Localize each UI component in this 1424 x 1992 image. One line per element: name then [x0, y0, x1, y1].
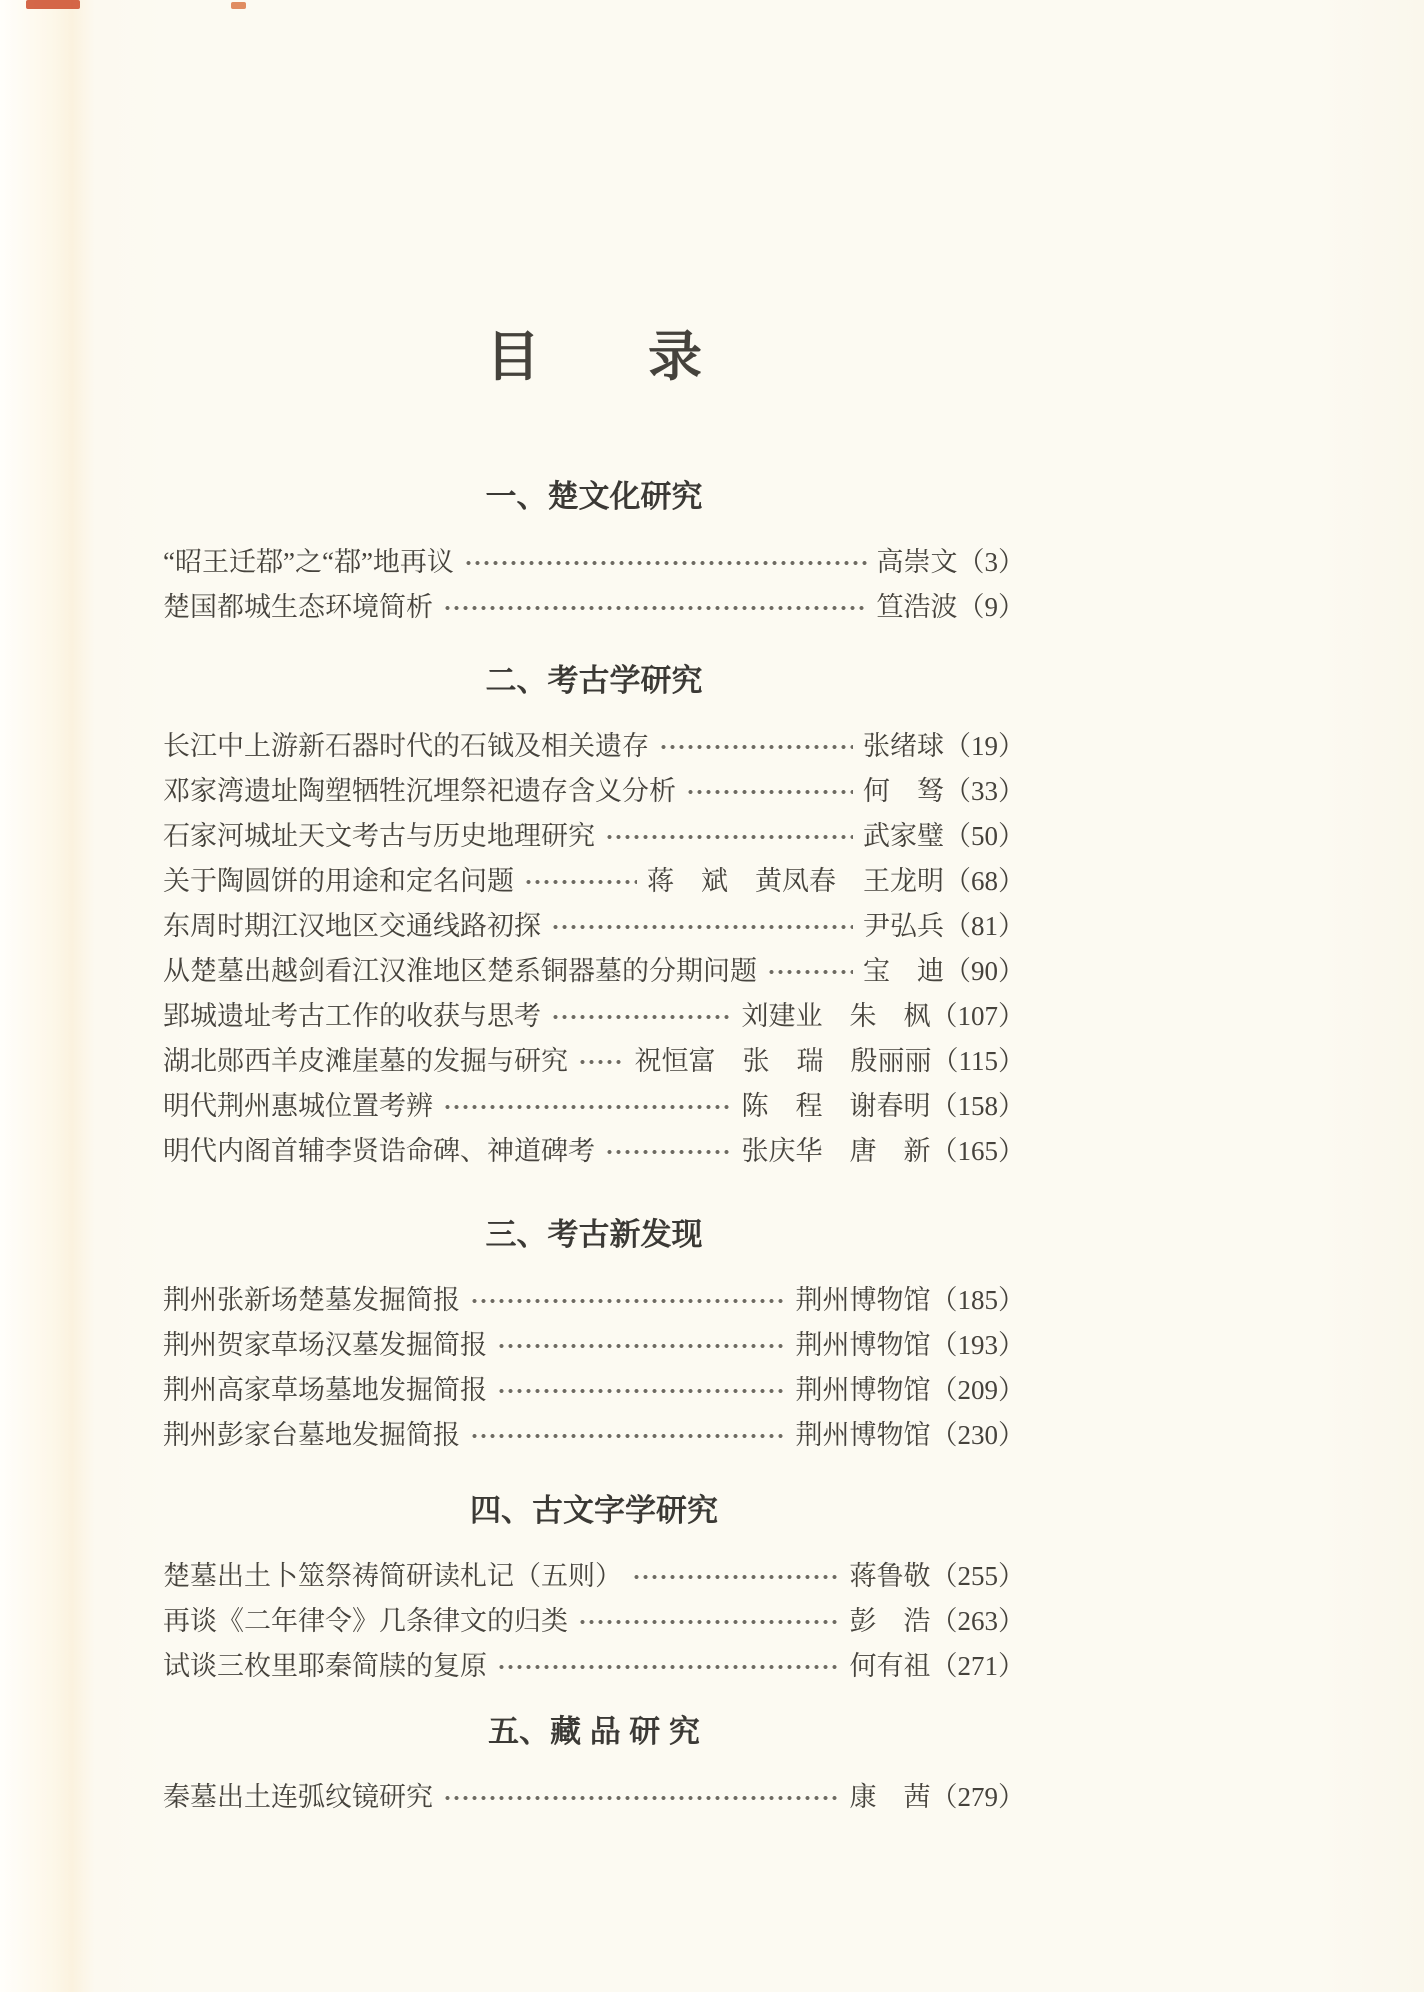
dot-leader	[441, 585, 867, 630]
entry-title: 邓家湾遗址陶塑牺牲沉埋祭祀遗存含义分析	[163, 776, 676, 806]
toc-row	[163, 769, 1025, 814]
toc-content	[163, 0, 1025, 1820]
toc-row	[163, 1039, 1025, 1084]
dot-leader	[576, 1039, 625, 1084]
entry-title: 荆州高家草场墓地发掘简报	[163, 1375, 487, 1405]
entry-credit: 陈 程 谢春明（158）	[741, 1091, 1025, 1121]
page-title: 目 录	[486, 327, 702, 387]
dot-leader	[549, 904, 853, 949]
toc-row	[163, 1129, 1025, 1174]
section-heading-5: 五、藏 品 研 究	[488, 1714, 700, 1749]
toc-row	[163, 1278, 1025, 1323]
entry-title: 明代荆州惠城位置考辨	[163, 1091, 433, 1121]
toc-row	[163, 859, 1025, 904]
entry-credit: 张绪球（19）	[863, 731, 1025, 761]
toc-row	[163, 1368, 1025, 1413]
entry-title: 荆州贺家草场汉墓发掘简报	[163, 1330, 487, 1360]
red-scan-mark	[26, 0, 80, 9]
toc-row	[163, 994, 1025, 1039]
entry-title: 楚国都城生态环境简析	[163, 592, 433, 622]
entry-credit: 荆州博物馆（230）	[795, 1420, 1025, 1450]
dot-leader	[765, 949, 853, 994]
dot-leader	[441, 1775, 840, 1820]
section-heading-1: 一、楚文化研究	[485, 479, 703, 514]
entry-title: 试谈三枚里耶秦简牍的复原	[163, 1651, 487, 1681]
toc-row	[163, 540, 1025, 585]
entry-title: 郢城遗址考古工作的收获与思考	[163, 1001, 541, 1031]
toc-row	[163, 1554, 1025, 1599]
entry-title: 东周时期江汉地区交通线路初探	[163, 911, 541, 941]
entry-credit: 荆州博物馆（193）	[795, 1330, 1025, 1360]
entry-credit: 笪浩波（9）	[876, 592, 1025, 622]
toc-row	[163, 1599, 1025, 1644]
entry-credit: 蒋 斌 黄凤春 王龙明（68）	[647, 866, 1025, 896]
entry-credit: 祝恒富 张 瑞 殷丽丽（115）	[634, 1046, 1025, 1076]
entry-credit: 武家璧（50）	[863, 821, 1025, 851]
toc-row	[163, 724, 1025, 769]
dot-leader	[603, 814, 853, 859]
entry-title: 从楚墓出越剑看江汉淮地区楚系铜器墓的分期问题	[163, 956, 757, 986]
entry-title: 长江中上游新石器时代的石钺及相关遗存	[163, 731, 649, 761]
toc-row	[163, 1323, 1025, 1368]
entry-credit: 何有祖（271）	[849, 1651, 1025, 1681]
toc-row	[163, 1644, 1025, 1689]
dot-leader	[468, 1413, 786, 1458]
entry-credit: 荆州博物馆（185）	[795, 1285, 1025, 1315]
entry-title: 再谈《二年律令》几条律文的归类	[163, 1606, 568, 1636]
section-heading-2: 二、考古学研究	[485, 663, 703, 698]
entry-credit: 宝 迪（90）	[863, 956, 1025, 986]
dot-leader	[468, 1278, 786, 1323]
entry-credit: 康 茜（279）	[849, 1782, 1025, 1812]
dot-leader	[549, 994, 732, 1039]
entry-credit: 高崇文（3）	[876, 547, 1025, 577]
toc-row	[163, 814, 1025, 859]
entry-credit: 刘建业 朱 枫（107）	[741, 1001, 1025, 1031]
entry-title: 荆州张新场楚墓发掘简报	[163, 1285, 460, 1315]
entry-title: 楚墓出土卜筮祭祷简研读札记（五则）	[163, 1561, 622, 1591]
entry-title: 关于陶圆饼的用途和定名问题	[163, 866, 514, 896]
dot-leader	[441, 1084, 732, 1129]
toc-row	[163, 1084, 1025, 1129]
toc-row	[163, 585, 1025, 630]
toc-row	[163, 949, 1025, 994]
entry-credit: 彭 浩（263）	[849, 1606, 1025, 1636]
entry-title: 秦墓出土连弧纹镜研究	[163, 1782, 433, 1812]
dot-leader	[495, 1368, 786, 1413]
toc-row	[163, 1775, 1025, 1820]
entry-credit: 张庆华 唐 新（165）	[741, 1136, 1025, 1166]
dot-leader	[630, 1554, 840, 1599]
toc-row	[163, 1413, 1025, 1458]
entry-title: 石家河城址天文考古与历史地理研究	[163, 821, 595, 851]
dot-leader	[462, 540, 867, 585]
dot-leader	[495, 1644, 840, 1689]
entry-title: 明代内阁首辅李贤诰命碑、神道碑考	[163, 1136, 595, 1166]
entry-title: 湖北郧西羊皮滩崖墓的发掘与研究	[163, 1046, 568, 1076]
section-heading-4: 四、古文字学研究	[470, 1493, 718, 1528]
dot-leader	[603, 1129, 732, 1174]
entry-credit: 蒋鲁敬（255）	[849, 1561, 1025, 1591]
entry-title: 荆州彭家台墓地发掘简报	[163, 1420, 460, 1450]
entry-credit: 尹弘兵（81）	[863, 911, 1025, 941]
entry-credit: 荆州博物馆（209）	[795, 1375, 1025, 1405]
section-heading-3: 三、考古新发现	[485, 1217, 703, 1252]
dot-leader	[657, 724, 853, 769]
entry-credit: 何 驽（33）	[863, 776, 1025, 806]
dot-leader	[684, 769, 853, 814]
dot-leader	[576, 1599, 840, 1644]
entry-title: “昭王迁鄀”之“鄀”地再议	[163, 547, 454, 577]
dot-leader	[495, 1323, 786, 1368]
toc-row	[163, 904, 1025, 949]
dot-leader	[522, 859, 637, 904]
